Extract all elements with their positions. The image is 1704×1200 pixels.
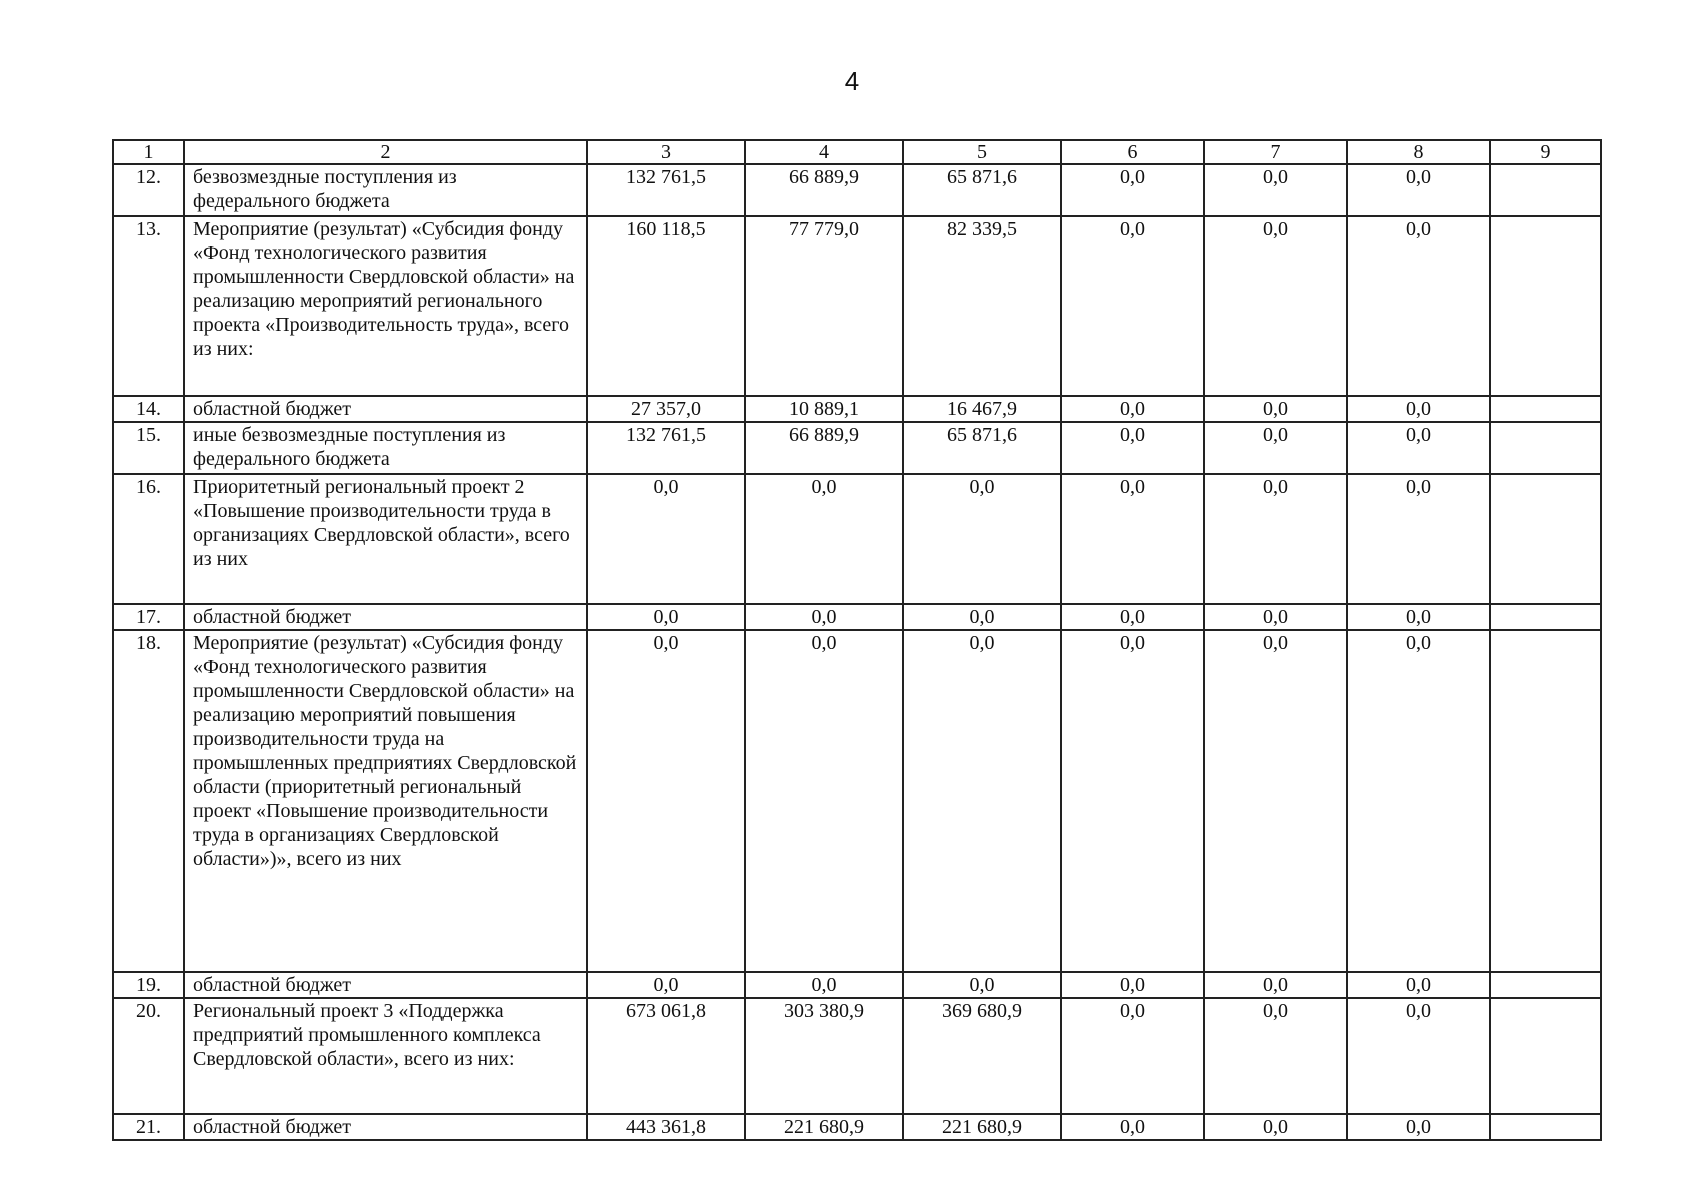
row-description: Мероприятие (результат) «Субсидия фонду «Фонд технологического развития промышленности Свердловской области» на реализацию мероприятий регионального проекта «Производительность труда», всего из них: bbox=[184, 216, 587, 396]
cell-col9 bbox=[1490, 1114, 1601, 1140]
row-description: областной бюджет bbox=[184, 972, 587, 998]
column-header: 2 bbox=[184, 140, 587, 164]
column-header: 1 bbox=[113, 140, 184, 164]
cell-col8: 0,0 bbox=[1347, 1114, 1490, 1140]
row-description: областной бюджет bbox=[184, 604, 587, 630]
cell-col5: 82 339,5 bbox=[903, 216, 1061, 396]
cell-col6: 0,0 bbox=[1061, 1114, 1204, 1140]
column-header: 6 bbox=[1061, 140, 1204, 164]
cell-col7: 0,0 bbox=[1204, 164, 1347, 216]
page-number: 4 bbox=[844, 66, 860, 96]
cell-col7: 0,0 bbox=[1204, 998, 1347, 1114]
cell-col3: 0,0 bbox=[587, 972, 745, 998]
column-header: 5 bbox=[903, 140, 1061, 164]
cell-col3: 132 761,5 bbox=[587, 164, 745, 216]
row-number: 18. bbox=[113, 630, 184, 972]
table-row bbox=[113, 1114, 1601, 1140]
cell-col8: 0,0 bbox=[1347, 474, 1490, 604]
cell-col9 bbox=[1490, 998, 1601, 1114]
cell-col9 bbox=[1490, 474, 1601, 604]
row-number: 13. bbox=[113, 216, 184, 396]
cell-col9 bbox=[1490, 422, 1601, 474]
cell-col3: 0,0 bbox=[587, 630, 745, 972]
cell-col6: 0,0 bbox=[1061, 604, 1204, 630]
cell-col3: 27 357,0 bbox=[587, 396, 745, 422]
cell-col6: 0,0 bbox=[1061, 630, 1204, 972]
cell-col4: 0,0 bbox=[745, 474, 903, 604]
row-number: 15. bbox=[113, 422, 184, 474]
row-description: Приоритетный региональный проект 2 «Повышение производительности труда в организациях Свердловской области», всего из них bbox=[184, 474, 587, 604]
cell-col6: 0,0 bbox=[1061, 422, 1204, 474]
table-row bbox=[113, 164, 1601, 216]
row-description: безвозмездные поступления из федерального бюджета bbox=[184, 164, 587, 216]
table-row bbox=[113, 422, 1601, 474]
row-description: областной бюджет bbox=[184, 396, 587, 422]
cell-col8: 0,0 bbox=[1347, 164, 1490, 216]
cell-col5: 16 467,9 bbox=[903, 396, 1061, 422]
cell-col9 bbox=[1490, 216, 1601, 396]
cell-col9 bbox=[1490, 630, 1601, 972]
cell-col9 bbox=[1490, 972, 1601, 998]
cell-col4: 0,0 bbox=[745, 604, 903, 630]
column-header: 7 bbox=[1204, 140, 1347, 164]
cell-col6: 0,0 bbox=[1061, 396, 1204, 422]
table-row bbox=[113, 972, 1601, 998]
cell-col3: 443 361,8 bbox=[587, 1114, 745, 1140]
cell-col4: 0,0 bbox=[745, 972, 903, 998]
cell-col6: 0,0 bbox=[1061, 972, 1204, 998]
cell-col6: 0,0 bbox=[1061, 998, 1204, 1114]
cell-col5: 0,0 bbox=[903, 604, 1061, 630]
column-header: 4 bbox=[745, 140, 903, 164]
cell-col8: 0,0 bbox=[1347, 216, 1490, 396]
cell-col7: 0,0 bbox=[1204, 396, 1347, 422]
cell-col3: 0,0 bbox=[587, 604, 745, 630]
row-number: 20. bbox=[113, 998, 184, 1114]
cell-col4: 66 889,9 bbox=[745, 422, 903, 474]
column-header: 8 bbox=[1347, 140, 1490, 164]
cell-col9 bbox=[1490, 396, 1601, 422]
column-header: 9 bbox=[1490, 140, 1601, 164]
cell-col9 bbox=[1490, 164, 1601, 216]
row-number: 14. bbox=[113, 396, 184, 422]
cell-col8: 0,0 bbox=[1347, 998, 1490, 1114]
cell-col8: 0,0 bbox=[1347, 972, 1490, 998]
cell-col3: 132 761,5 bbox=[587, 422, 745, 474]
table-row bbox=[113, 396, 1601, 422]
table-row bbox=[113, 630, 1601, 972]
cell-col4: 77 779,0 bbox=[745, 216, 903, 396]
cell-col5: 0,0 bbox=[903, 474, 1061, 604]
cell-col8: 0,0 bbox=[1347, 630, 1490, 972]
table-row bbox=[113, 474, 1601, 604]
cell-col3: 673 061,8 bbox=[587, 998, 745, 1114]
cell-col7: 0,0 bbox=[1204, 216, 1347, 396]
table-row bbox=[113, 216, 1601, 396]
row-description: иные безвозмездные поступления из федерального бюджета bbox=[184, 422, 587, 474]
cell-col5: 0,0 bbox=[903, 972, 1061, 998]
cell-col7: 0,0 bbox=[1204, 474, 1347, 604]
cell-col7: 0,0 bbox=[1204, 604, 1347, 630]
cell-col5: 221 680,9 bbox=[903, 1114, 1061, 1140]
cell-col5: 0,0 bbox=[903, 630, 1061, 972]
row-description: Региональный проект 3 «Поддержка предприятий промышленного комплекса Свердловской области», всего из них: bbox=[184, 998, 587, 1114]
cell-col6: 0,0 bbox=[1061, 474, 1204, 604]
cell-col4: 0,0 bbox=[745, 630, 903, 972]
column-header: 3 bbox=[587, 140, 745, 164]
row-description: Мероприятие (результат) «Субсидия фонду «Фонд технологического развития промышленности Свердловской области» на реализацию мероприятий повышения производительности труда на промышленных предприятиях Свердловской области (приоритетный региональный проект «Повышение производительности труда в организациях Свердловской области»)», всего из них bbox=[184, 630, 587, 972]
cell-col5: 369 680,9 bbox=[903, 998, 1061, 1114]
row-number: 19. bbox=[113, 972, 184, 998]
cell-col3: 160 118,5 bbox=[587, 216, 745, 396]
table-row bbox=[113, 604, 1601, 630]
cell-col9 bbox=[1490, 604, 1601, 630]
cell-col6: 0,0 bbox=[1061, 216, 1204, 396]
row-description: областной бюджет bbox=[184, 1114, 587, 1140]
cell-col7: 0,0 bbox=[1204, 972, 1347, 998]
cell-col7: 0,0 bbox=[1204, 1114, 1347, 1140]
cell-col8: 0,0 bbox=[1347, 396, 1490, 422]
cell-col4: 221 680,9 bbox=[745, 1114, 903, 1140]
cell-col5: 65 871,6 bbox=[903, 422, 1061, 474]
cell-col7: 0,0 bbox=[1204, 630, 1347, 972]
cell-col7: 0,0 bbox=[1204, 422, 1347, 474]
row-number: 17. bbox=[113, 604, 184, 630]
budget-table bbox=[112, 139, 1602, 1141]
table-header-row bbox=[113, 140, 1601, 164]
cell-col4: 10 889,1 bbox=[745, 396, 903, 422]
row-number: 21. bbox=[113, 1114, 184, 1140]
cell-col3: 0,0 bbox=[587, 474, 745, 604]
cell-col4: 66 889,9 bbox=[745, 164, 903, 216]
cell-col4: 303 380,9 bbox=[745, 998, 903, 1114]
cell-col8: 0,0 bbox=[1347, 422, 1490, 474]
cell-col6: 0,0 bbox=[1061, 164, 1204, 216]
cell-col5: 65 871,6 bbox=[903, 164, 1061, 216]
row-number: 16. bbox=[113, 474, 184, 604]
table-row bbox=[113, 998, 1601, 1114]
cell-col8: 0,0 bbox=[1347, 604, 1490, 630]
row-number: 12. bbox=[113, 164, 184, 216]
